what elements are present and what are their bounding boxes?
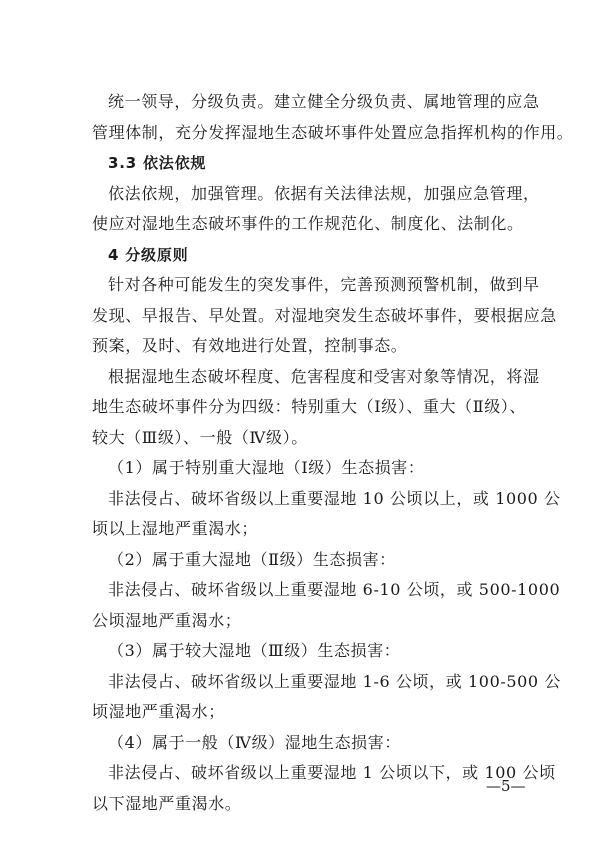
- paragraph-line: 以下湿地严重渴水。: [92, 793, 242, 813]
- paragraph-line: 预案，及时、有效地进行处置，控制事态。: [92, 336, 408, 355]
- list-item-heading: （2）属于重大湿地（Ⅱ级）生态损害：: [108, 549, 396, 569]
- section-heading: 3.3 依法依规: [108, 154, 207, 172]
- paragraph-line: 使应对湿地生态破坏事件的工作规范化、制度化、法制化。: [92, 214, 524, 233]
- list-item-heading: （1）属于特别重大湿地（Ⅰ级）生态损害：: [108, 458, 425, 477]
- list-item-heading: （3）属于较大湿地（Ⅲ级）生态损害：: [108, 641, 401, 660]
- paragraph-line: 发现、早报告、早处置。对湿地突发生态破坏事件，要根据应急: [92, 305, 557, 325]
- paragraph-line: 地生态破坏事件分为四级：特别重大（Ⅰ级）、重大（Ⅱ级）、: [92, 397, 526, 416]
- page-number: —5—: [486, 777, 526, 795]
- paragraph-line: 非法侵占、破坏省级以上重要湿地 10 公顷以上，或 1000 公: [108, 488, 561, 508]
- paragraph-line: 根据湿地生态破坏程度、危害程度和受害对象等情况，将湿: [108, 366, 540, 386]
- paragraph-line: 非法侵占、破坏省级以上重要湿地 1-6 公顷，或 100-500 公: [108, 671, 561, 691]
- paragraph-line: 顷湿地严重渴水；: [92, 702, 225, 721]
- list-item-heading: （4）属于一般（Ⅳ级）湿地生态损害：: [108, 732, 401, 752]
- paragraph-line: 顷以上湿地严重渴水；: [92, 519, 259, 538]
- paragraph-line: 较大（Ⅲ级）、一般（Ⅳ级）。: [92, 427, 308, 447]
- paragraph-line: 非法侵占、破坏省级以上重要湿地 1 公顷以下，或 100 公顷: [108, 763, 556, 782]
- paragraph-line: 依法依规，加强管理。依据有关法律法规，加强应急管理，: [108, 183, 540, 203]
- paragraph-line: 针对各种可能发生的突发事件，完善预测预警机制，做到早: [108, 275, 540, 294]
- paragraph-line: 统一领导，分级负责。建立健全分级负责、属地管理的应急: [108, 92, 540, 111]
- section-heading: 4 分级原则: [108, 245, 189, 264]
- paragraph-line: 公顷湿地严重渴水；: [92, 610, 242, 630]
- paragraph-line: 管理体制，充分发挥湿地生态破坏事件处置应急指挥机构的作用。: [92, 122, 574, 142]
- paragraph-line: 非法侵占、破坏省级以上重要湿地 6-10 公顷，或 500-1000: [108, 580, 561, 599]
